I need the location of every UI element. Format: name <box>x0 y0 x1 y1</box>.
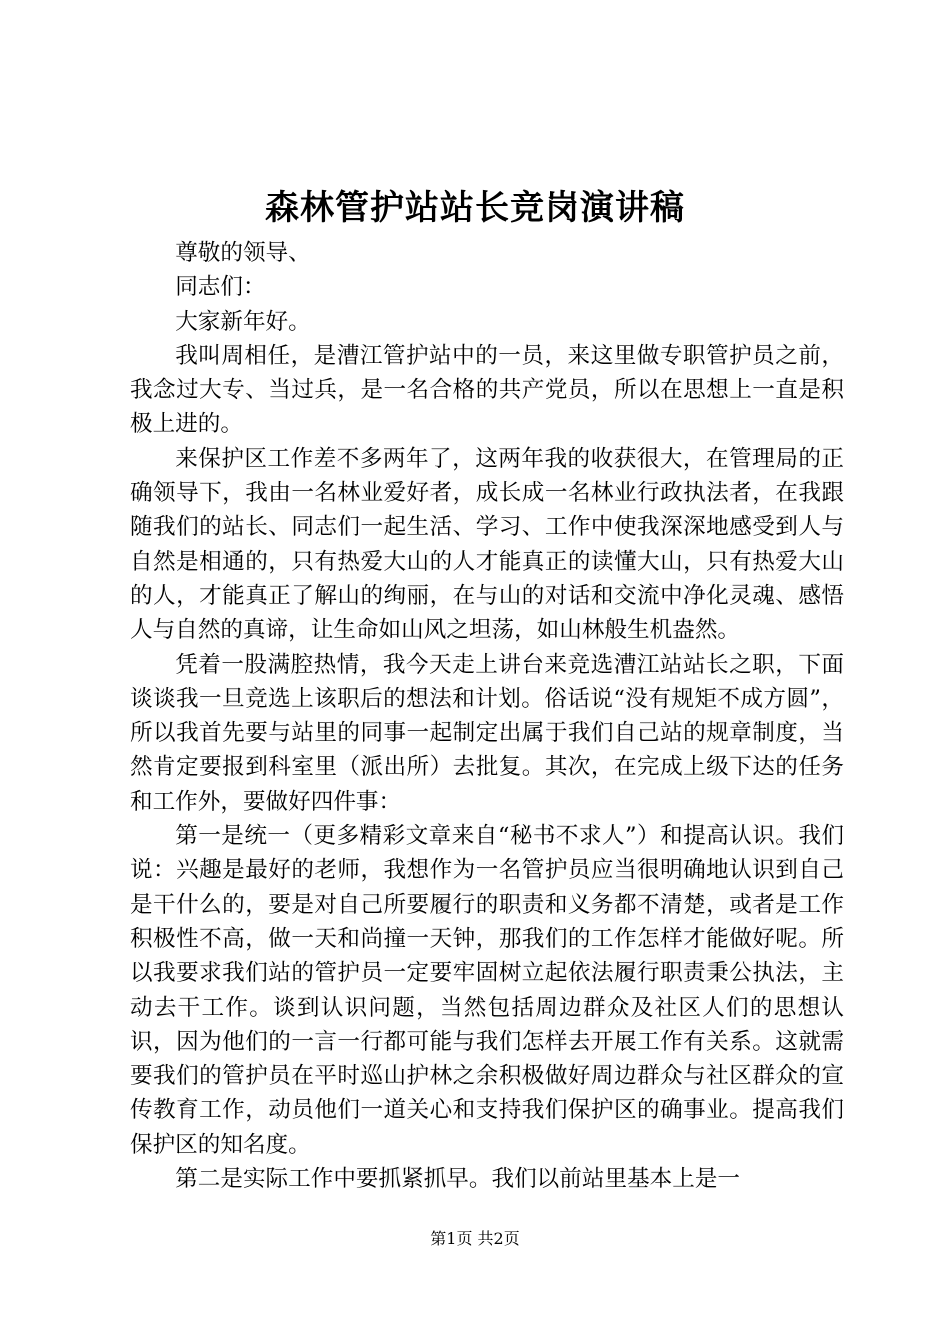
paragraph-salutation-2: 同志们： <box>175 274 266 301</box>
paragraph-experience: 来保护区工作差不多两年了，这两年我的收获很大，在管理局的正确领导下，我由一名林业爱好者，成长成一名林业行政执法者，在我跟随我们的站长、同志们一起生活、学习、工作中使我深深地感受到人与自然是相通的，只有热爱大山的人才能真正的读懂大山，只有热爱大山的人，才能真正了解山的绚丽，在与山的对话和交流中净化灵魂、感悟人与自然的真谛，让生命如山风之坦荡，如山林般生机盎然。 <box>130 445 844 644</box>
paragraph-introduction: 我叫周相任，是漕江管护站中的一员，来这里做专职管护员之前，我念过大专、当过兵，是一名合格的共产党员，所以在思想上一直是积极上进的。 <box>130 342 844 438</box>
paragraph-point-two: 第二是实际工作中要抓紧抓早。我们以前站里基本上是一 <box>175 1166 741 1193</box>
paragraph-point-one: 第一是统一（更多精彩文章来自“秘书不求人”）和提高认识。我们说：兴趣是最好的老师，我想作为一名管护员应当很明确地认识到自己是干什么的，要是对自己所要履行的职责和义务都不清楚，或者是工作积极性不高，做一天和尚撞一天钟，那我们的工作怎样才能做好呢。所以我要求我们站的管护员一定要牢固树立起依法履行职责秉公执法，主动去干工作。谈到认识问题，当然包括周边群众及社区人们的思想认识，因为他们的一言一行都可能与我们怎样去开展工作有关系。这就需要我们的管护员在平时巡山护林之余积极做好周边群众与社区群众的宣传教育工作，动员他们一道关心和支持我们保护区的确事业。提高我们保护区的知名度。 <box>130 823 844 1158</box>
paragraph-salutation-1: 尊敬的领导、 <box>175 240 311 266</box>
paragraph-greeting: 大家新年好。 <box>175 308 311 335</box>
document-body <box>130 236 844 1196</box>
page-title: 森林管护站站长竞岗演讲稿 <box>265 188 685 228</box>
paragraph-plan: 凭着一股满腔热情，我今天走上讲台来竞选漕江站站长之职，下面谈谈我一旦竞选上该职后的想法和计划。俗话说“没有规矩不成方圆”，所以我首先要与站里的同事一起制定出属于我们自己站的规章制度，当然肯定要报到科室里（派出所）去批复。其次，在完成上级下达的任务和工作外，要做好四件事： <box>130 651 844 815</box>
page-footer: 第1页 共2页 <box>430 1229 520 1248</box>
